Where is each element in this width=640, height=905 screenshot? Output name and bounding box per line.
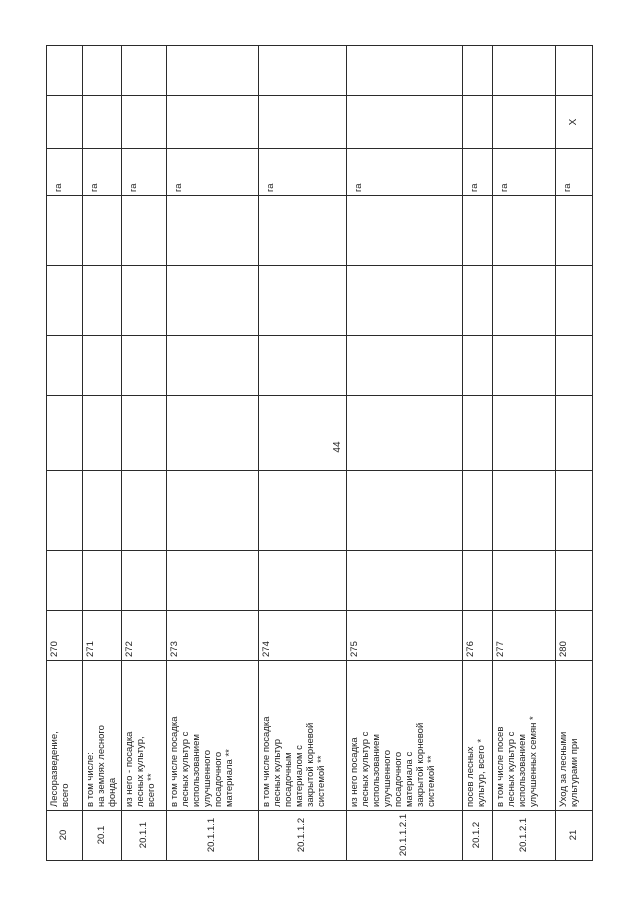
table-grid-line [46, 660, 593, 661]
row-name [261, 663, 327, 807]
page-number: 44 [332, 441, 343, 453]
table-grid-line [46, 470, 593, 471]
row-code: 20.1 [95, 825, 107, 845]
row-name-line: всего ** [146, 773, 157, 807]
table-grid-line [46, 45, 47, 861]
table-grid-line [46, 195, 593, 196]
row-line-number: 272 [124, 641, 135, 657]
row-unit: га [562, 183, 573, 192]
row-line-number: 274 [261, 641, 272, 657]
row-name-line: культур, всего * [476, 738, 487, 807]
row-unit: га [128, 183, 139, 192]
table-grid-line [555, 45, 556, 861]
row-name-line: фонда [107, 777, 118, 807]
row-line-number: 275 [349, 641, 360, 657]
row-name-line: посадочного [393, 751, 404, 807]
row-name-line: системой ** [426, 755, 437, 807]
row-code: 20.1.2.1 [517, 817, 529, 853]
row-name-line: лесных культур с [360, 731, 371, 807]
row-unit: га [469, 183, 480, 192]
table-grid-line [82, 45, 83, 861]
row-line-number: 270 [49, 641, 60, 657]
row-name-line: улучшенного [382, 749, 393, 807]
row-name-line: на землях лесного [96, 725, 107, 807]
row-name-line: культурами при [569, 738, 580, 807]
row-code: 21 [567, 829, 579, 841]
row-mark: X [567, 118, 579, 125]
row-name-line: улучшенных семян * [528, 716, 539, 807]
row-unit: га [53, 183, 64, 192]
row-name-line: Лесоразведение, [49, 731, 60, 807]
table-grid-line [462, 45, 463, 861]
row-name [349, 663, 437, 807]
row-name-line: в том числе посадка [261, 716, 272, 807]
row-code: 20.1.2 [471, 821, 482, 849]
table-grid-line [492, 45, 493, 861]
table-grid-line [46, 265, 593, 266]
row-name-line: использованием [517, 734, 528, 807]
row-name-line: лесных культур с [506, 731, 517, 807]
row-name-line: лесных культур [272, 739, 283, 807]
row-code: 20 [58, 829, 69, 841]
row-line-number: 277 [495, 641, 506, 657]
table-grid-line [46, 335, 593, 336]
row-name-line: посадочным [283, 752, 294, 807]
row-name-line: всего [60, 783, 71, 807]
row-name-line: лесных культур с [180, 731, 191, 807]
row-line-number: 280 [558, 641, 569, 657]
table-grid-line [46, 95, 593, 96]
row-name-line: лесных культур, [135, 736, 146, 807]
row-name [495, 663, 539, 807]
row-line-number: 273 [169, 641, 180, 657]
table-grid-line [46, 45, 593, 46]
table-grid-line [46, 860, 593, 861]
table-grid-line [46, 550, 593, 551]
table-grid-line [46, 395, 593, 396]
row-unit: га [499, 183, 510, 192]
table-grid-line [46, 610, 593, 611]
row-name-line: в том числе: [85, 752, 96, 807]
row-name [124, 663, 157, 807]
table-grid-line [346, 45, 347, 861]
table-grid-line [592, 45, 593, 861]
row-name [49, 663, 71, 807]
row-name-line: системой ** [316, 755, 327, 807]
row-name-line: закрытой корневой [305, 722, 316, 807]
row-code: 20.1.1.1 [206, 817, 217, 853]
table-grid-line [166, 45, 167, 861]
row-name-line: Уход за лесными [558, 731, 569, 807]
row-name [465, 663, 487, 807]
table-grid-line [46, 148, 593, 149]
row-name-line: в том числе посадка [169, 716, 180, 807]
row-code: 20.1.1 [137, 821, 149, 849]
row-code: 20.1.1.2.1 [398, 813, 409, 857]
row-name-line: в том числе посев [495, 726, 506, 807]
row-name-line: использованием [371, 734, 382, 807]
row-name [85, 663, 118, 807]
row-name-line: закрытой корневой [415, 722, 426, 807]
row-name-line: материала с [404, 751, 415, 807]
row-name [169, 663, 235, 807]
row-unit: га [89, 183, 100, 192]
row-unit: га [353, 183, 364, 192]
row-name-line: использованием [191, 734, 202, 807]
row-line-number: 271 [85, 641, 96, 657]
row-name-line: материала ** [224, 749, 235, 807]
row-name-line: посадочного [213, 751, 224, 807]
row-name-line: материалом с [294, 745, 305, 807]
row-name [558, 663, 580, 807]
row-name-line: улучшенного [202, 749, 213, 807]
table-grid-line [121, 45, 122, 861]
row-line-number: 276 [465, 641, 476, 657]
row-unit: га [173, 183, 184, 192]
row-name-line: из него посадка [349, 737, 360, 807]
table-grid-line [258, 45, 259, 861]
row-code: 20.1.1.2 [296, 817, 307, 853]
row-name-line: посев лесных [465, 746, 476, 807]
row-unit: га [265, 183, 276, 192]
row-name-line: из него - посадка [124, 731, 135, 807]
table-grid-line [46, 810, 593, 811]
